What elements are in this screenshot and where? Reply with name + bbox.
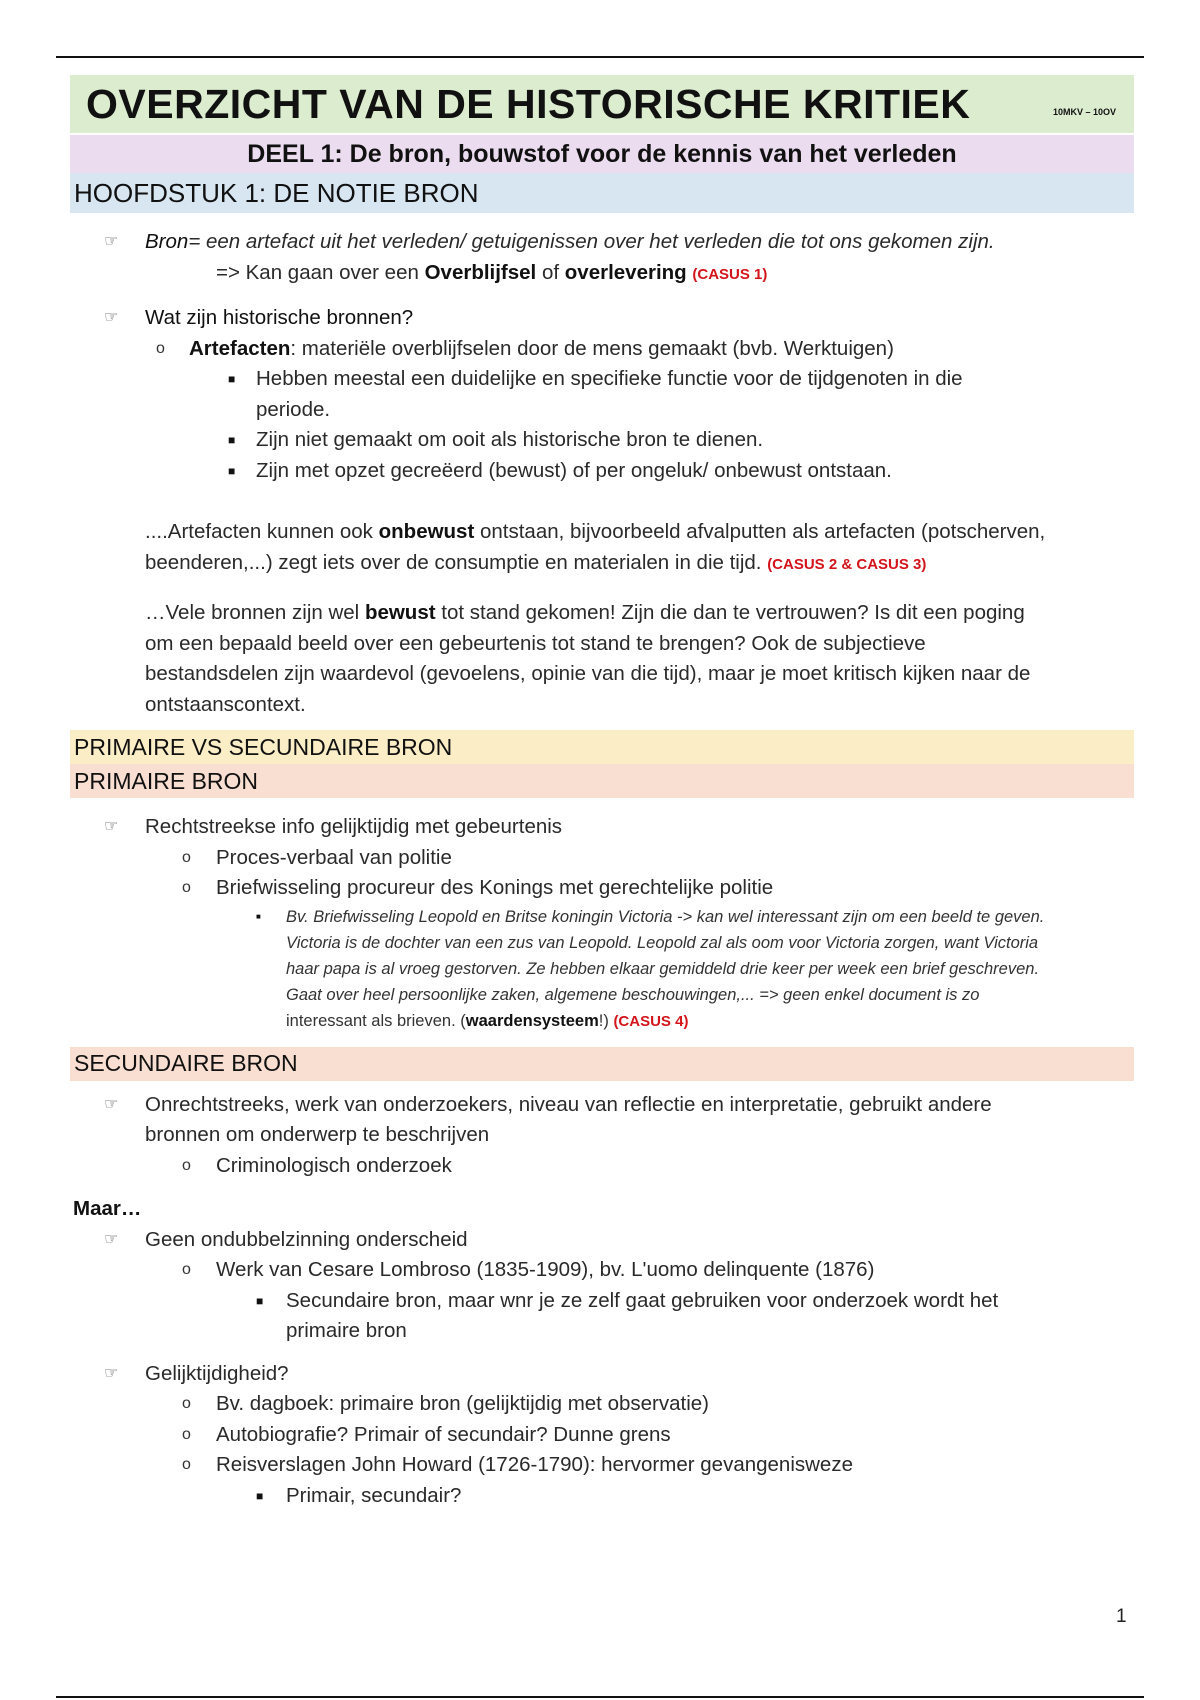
item-text: Onrechtstreeks, werk van onderzoekers, niveau van reflectie en interpretatie, gebruikt andere xyxy=(145,1092,992,1116)
item-text: primaire bron xyxy=(286,1319,407,1342)
artefact-bullet-2 xyxy=(70,425,1134,456)
item-text: Briefwisseling procureur des Konings met gerechtelijke politie xyxy=(216,876,774,899)
gelijk-sub-2 xyxy=(70,1420,1134,1451)
item-text: Proces-verbaal van politie xyxy=(216,845,452,869)
bron-arrow-line xyxy=(70,258,1134,291)
note-text: interessant als brieven. ( xyxy=(286,1011,466,1030)
square-bullet-icon: ■ xyxy=(256,1293,264,1308)
secundaire-item xyxy=(70,1090,1134,1121)
bewust-paragraph xyxy=(70,598,1134,720)
note-text: !) xyxy=(598,1011,614,1030)
circle-bullet-icon: o xyxy=(182,1261,191,1278)
item-text: Primair, secundair? xyxy=(286,1483,462,1507)
overblijfsel: Overblijfsel xyxy=(424,260,537,284)
note-text: Gaat over heel persoonlijke zaken, algemene beschouwingen,... => geen enkel document is zo xyxy=(286,985,980,1004)
onbewust-bold: onbewust xyxy=(378,520,475,543)
lombroso-item xyxy=(70,1255,1134,1286)
item-text: Geen ondubbelzinning onderscheid xyxy=(145,1227,468,1251)
of-text: of xyxy=(536,260,565,284)
bullet-text: Hebben meestal een duidelijke en specifieke functie voor de tijdgenoten in die xyxy=(256,367,963,390)
casus-4-badge: (CASUS 4) xyxy=(613,1012,689,1030)
course-code: 10MKV – 10OV xyxy=(1052,107,1116,117)
item-text: Gelijktijdigheid? xyxy=(145,1361,289,1385)
item-text: Secundaire bron, maar wnr je ze zelf gaat gebruiken voor onderzoek wordt het xyxy=(286,1288,999,1312)
para-text: ....Artefacten kunnen ook xyxy=(145,520,379,543)
square-bullet-icon: ■ xyxy=(256,911,261,921)
pointing-hand-icon: ☞ xyxy=(104,309,119,326)
part-heading: DEEL 1: De bron, bouwstof voor de kennis van het verleden xyxy=(70,135,1134,173)
artefacten-text: : materiële overblijfselen door de mens gemaakt (bvb. Werktuigen) xyxy=(290,336,894,360)
item-text: Bv. dagboek: primaire bron (gelijktijdig met observatie) xyxy=(216,1392,709,1415)
note-text: Bv. Briefwisseling Leopold en Britse koningin Victoria -> kan wel interessant zijn om een beeld te geven. xyxy=(286,907,1045,926)
circle-bullet-icon: o xyxy=(156,339,165,357)
pointing-hand-icon: ☞ xyxy=(104,1364,119,1382)
artefact-bullet-3 xyxy=(70,456,1134,487)
maar-label xyxy=(70,1194,1134,1225)
historische-question xyxy=(70,303,1134,334)
casus-1-badge: (CASUS 1) xyxy=(692,265,768,283)
artefact-bullet-1 xyxy=(70,364,1134,395)
pointing-hand-icon: ☞ xyxy=(104,233,119,250)
circle-bullet-icon: o xyxy=(182,1425,191,1443)
page-number: 1 xyxy=(1116,1606,1127,1627)
pointing-hand-icon: ☞ xyxy=(104,1095,119,1113)
note-text: haar papa is al vroeg gestorven. Ze hebben elkaar gemiddeld drie keer per week een brief geschreven. xyxy=(286,959,1040,978)
casus-2-3-badge: (CASUS 2 & CASUS 3) xyxy=(767,555,927,573)
primaire-vs-secundaire-heading: PRIMAIRE VS SECUNDAIRE BRON xyxy=(70,730,1134,764)
square-bullet-icon: ■ xyxy=(228,372,236,386)
para-text: om een bepaald beeld over een gebeurtenis tot stand te brengen? Ook de subjectieve xyxy=(145,631,926,655)
bullet-text: Zijn met opzet gecreëerd (bewust) of per ongeluk/ onbewust ontstaan. xyxy=(256,458,892,482)
para-text: bestandsdelen zijn waardevol (gevoelens, opinie van die tijd), maar je moet kritisch kijken naar de xyxy=(145,662,1031,685)
gelijk-sub-1 xyxy=(70,1389,1134,1420)
maar-text: Maar… xyxy=(73,1197,142,1220)
artefacten-item xyxy=(70,334,1134,365)
bewust-bold: bewust xyxy=(364,601,436,624)
onbewust-paragraph xyxy=(70,517,1134,580)
question-text: Wat zijn historische bronnen? xyxy=(145,306,414,329)
para-text: …Vele bronnen zijn wel xyxy=(145,601,365,624)
item-text: Criminologisch onderzoek xyxy=(216,1153,452,1177)
para-text: ontstaan, bijvoorbeeld afvalputten als artefacten (potscherven, xyxy=(474,520,1046,543)
bron-definition xyxy=(70,227,1134,258)
item-text: bronnen om onderwerp te beschrijven xyxy=(145,1123,490,1146)
note-text: Victoria is de dochter van een zus van Leopold. Leopold zal als oom voor Victoria zorgen, want Victoria xyxy=(286,933,1039,952)
item-text: Werk van Cesare Lombroso (1835-1909), bv. L'uomo delinquente (1876) xyxy=(216,1258,875,1281)
gelijk-sub-3-bullet xyxy=(70,1481,1134,1512)
circle-bullet-icon: o xyxy=(182,1456,191,1473)
arrow-prefix: => Kan gaan over een xyxy=(216,260,425,284)
bottom-rule xyxy=(56,1696,1144,1698)
lombroso-bullet xyxy=(70,1286,1134,1317)
bullet-text: Zijn niet gemaakt om ooit als historische bron te dienen. xyxy=(256,428,764,451)
item-text: Reisverslagen John Howard (1726-1790): hervormer gevangenisweze xyxy=(216,1453,853,1476)
para-text: ontstaanscontext. xyxy=(145,692,306,716)
secundaire-bron-heading: SECUNDAIRE BRON xyxy=(70,1047,1134,1081)
gelijk-sub-3 xyxy=(70,1450,1134,1481)
square-bullet-icon: ■ xyxy=(256,1488,264,1503)
circle-bullet-icon: o xyxy=(182,1156,191,1174)
primaire-sub-2 xyxy=(70,873,1134,904)
bullet-text: periode. xyxy=(256,397,331,421)
overlevering: overlevering xyxy=(564,260,687,284)
lombroso-bullet-cont xyxy=(70,1316,1134,1347)
square-bullet-icon: ■ xyxy=(228,463,236,478)
bron-term: Bron xyxy=(145,230,189,253)
title-bar xyxy=(70,75,1134,133)
secundaire-item-cont xyxy=(70,1120,1134,1151)
chapter-heading: HOOFDSTUK 1: DE NOTIE BRON xyxy=(70,173,1134,213)
circle-bullet-icon: o xyxy=(182,879,191,896)
artefact-bullet-1-cont xyxy=(70,395,1134,426)
pointing-hand-icon: ☞ xyxy=(104,1230,119,1248)
secundaire-sub-1 xyxy=(70,1151,1134,1182)
item-text: Rechtstreekse info gelijktijdig met gebeurtenis xyxy=(145,815,563,838)
maar-item xyxy=(70,1225,1134,1256)
para-text: beenderen,...) zegt iets over de consumptie en materialen in die tijd. xyxy=(145,550,768,574)
primaire-item xyxy=(70,812,1134,843)
artefacten-label: Artefacten xyxy=(189,336,291,360)
circle-bullet-icon: o xyxy=(182,1395,191,1412)
primaire-sub-1 xyxy=(70,843,1134,874)
waardensysteem-bold: waardensysteem xyxy=(465,1011,599,1030)
document-body xyxy=(70,75,1134,1511)
primaire-bron-heading: PRIMAIRE BRON xyxy=(70,764,1134,798)
circle-bullet-icon: o xyxy=(182,848,191,866)
top-rule xyxy=(56,56,1144,58)
square-bullet-icon: ■ xyxy=(228,433,236,447)
gelijktijdigheid-item xyxy=(70,1359,1134,1390)
victoria-note xyxy=(70,904,1134,1035)
bron-definition-text: = een artefact uit het verleden/ getuigenissen over het verleden die tot ons gekomen zijn. xyxy=(188,230,995,253)
para-text: tot stand gekomen! Zijn die dan te vertrouwen? Is dit een poging xyxy=(435,601,1025,624)
item-text: Autobiografie? Primair of secundair? Dunne grens xyxy=(216,1422,671,1446)
pointing-hand-icon: ☞ xyxy=(104,818,119,835)
page-title: OVERZICHT VAN DE HISTORISCHE KRITIEK xyxy=(86,80,971,127)
